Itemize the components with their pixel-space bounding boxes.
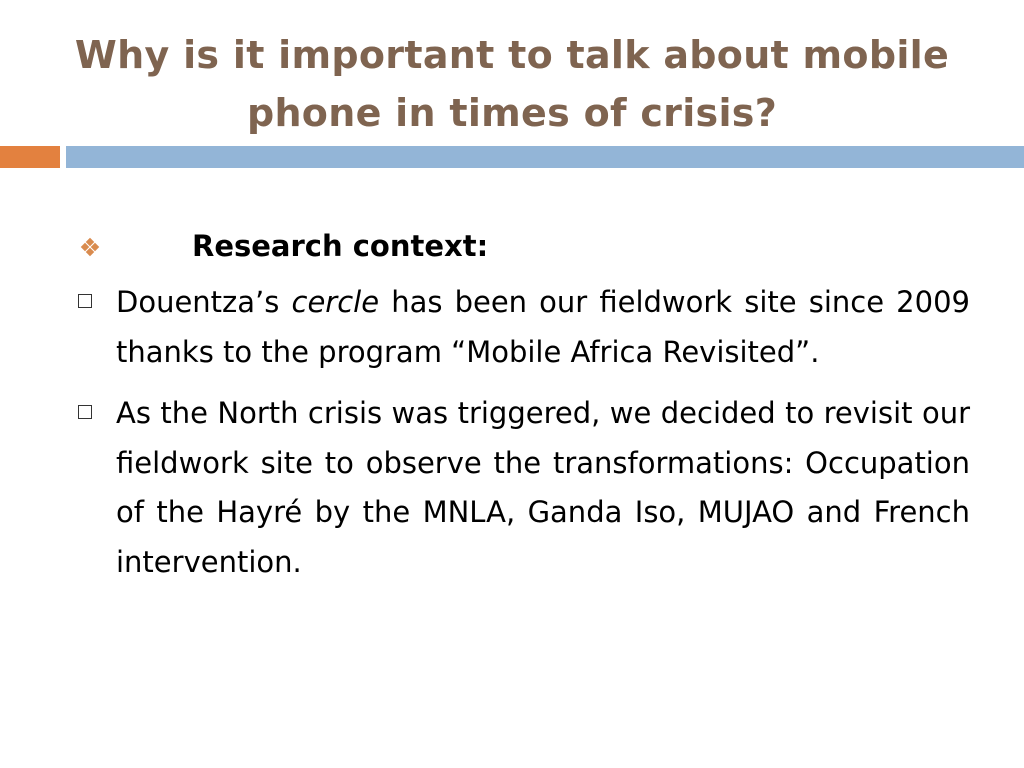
bullet-item-fieldwork-site (78, 278, 970, 377)
bullet-text: Douentza’s cercle has been our fieldwork site since 2009 thanks to the program “Mobile Africa Revisited”. (116, 285, 970, 369)
accent-bar-blue (66, 146, 1024, 168)
square-bullet-icon (78, 389, 102, 439)
bullet-item-north-crisis (78, 389, 970, 587)
slide-title: Why is it important to talk about mobile phone in times of crisis? (74, 33, 950, 135)
bullet-text: As the North crisis was triggered, we decided to revisit our fieldwork site to observe the transformations: Occupation of the Hayré by the MNLA, Ganda Iso, MUJAO and French intervention. (116, 396, 970, 579)
research-context-label: Research context: (192, 229, 489, 263)
accent-bar-orange (0, 146, 60, 168)
slide-content (78, 222, 970, 599)
square-bullet-icon (78, 278, 102, 328)
research-context-row (78, 222, 970, 278)
diamond-bullet-icon (78, 222, 102, 272)
